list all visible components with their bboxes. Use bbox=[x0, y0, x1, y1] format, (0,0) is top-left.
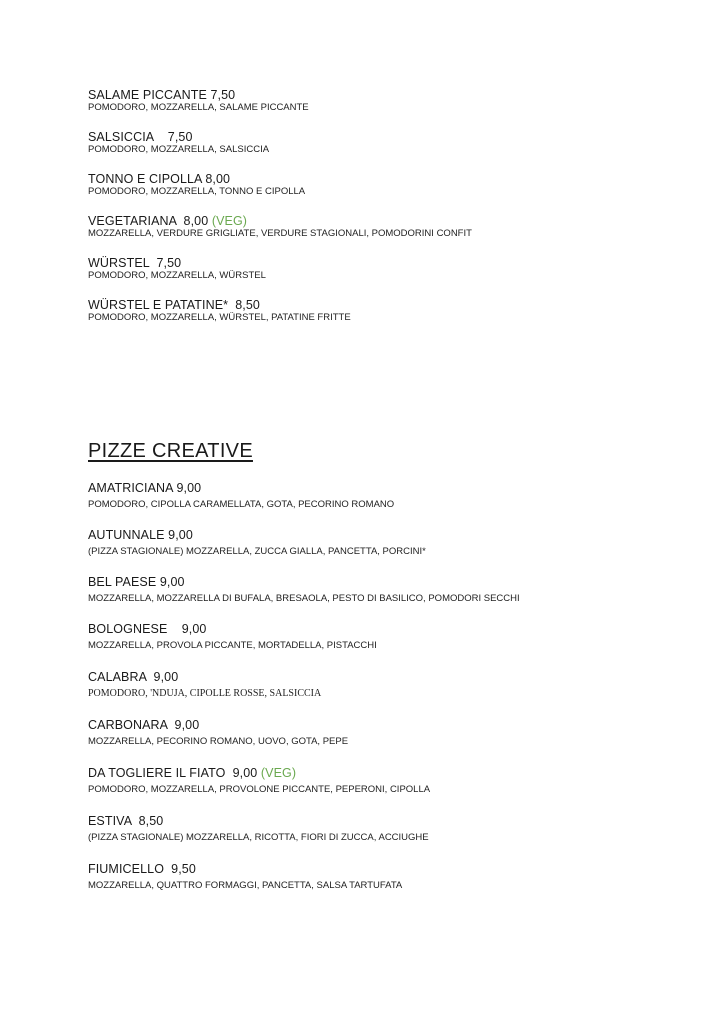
veg-badge: (VEG) bbox=[211, 214, 248, 228]
menu-item bbox=[88, 130, 269, 156]
menu-item bbox=[88, 814, 429, 844]
item-desc: POMODORO, 'NDUJA, CIPOLLE ROSSE, SALSICCIA bbox=[88, 688, 322, 699]
veg-badge: (VEG) bbox=[260, 766, 297, 780]
item-name: TONNO E CIPOLLA 8,00 bbox=[88, 172, 231, 186]
item-desc: MOZZARELLA, PROVOLA PICCANTE, MORTADELLA, PISTACCHI bbox=[88, 640, 377, 651]
menu-item bbox=[88, 528, 426, 558]
item-name: BEL PAESE 9,00 bbox=[88, 575, 185, 589]
menu-item bbox=[88, 481, 394, 511]
item-name: AUTUNNALE 9,00 bbox=[88, 528, 193, 542]
item-name: ESTIVA 8,50 bbox=[88, 814, 164, 828]
item-name: SALSICCIA 7,50 bbox=[88, 130, 193, 144]
menu-item bbox=[88, 862, 402, 892]
item-desc: MOZZARELLA, VERDURE GRIGLIATE, VERDURE STAGIONALI, POMODORINI CONFIT bbox=[88, 228, 472, 239]
menu-item bbox=[88, 766, 430, 796]
menu-item bbox=[88, 88, 309, 114]
item-desc: MOZZARELLA, QUATTRO FORMAGGI, PANCETTA, SALSA TARTUFATA bbox=[88, 880, 403, 891]
item-desc: MOZZARELLA, PECORINO ROMANO, UOVO, GOTA, PEPE bbox=[88, 736, 349, 747]
item-name: CARBONARA 9,00 bbox=[88, 718, 200, 732]
item-name: WÜRSTEL 7,50 bbox=[88, 256, 182, 270]
section-title: PIZZE CREATIVE bbox=[88, 440, 253, 462]
item-name: BOLOGNESE 9,00 bbox=[88, 622, 207, 636]
item-name: WÜRSTEL E PATATINE* 8,50 bbox=[88, 298, 260, 312]
item-name: VEGETARIANA 8,00 bbox=[88, 214, 212, 228]
item-desc: POMODORO, MOZZARELLA, SALSICCIA bbox=[88, 144, 270, 155]
item-name: FIUMICELLO 9,50 bbox=[88, 862, 196, 876]
item-desc: POMODORO, MOZZARELLA, WÜRSTEL, PATATINE FRITTE bbox=[88, 312, 351, 323]
item-name: CALABRA 9,00 bbox=[88, 670, 179, 684]
item-desc: (PIZZA STAGIONALE) MOZZARELLA, RICOTTA, FIORI DI ZUCCA, ACCIUGHE bbox=[88, 832, 429, 843]
item-desc: (PIZZA STAGIONALE) MOZZARELLA, ZUCCA GIALLA, PANCETTA, PORCINI* bbox=[88, 546, 426, 557]
item-desc: MOZZARELLA, MOZZARELLA DI BUFALA, BRESAOLA, PESTO DI BASILICO, POMODORI SECCHI bbox=[88, 593, 520, 604]
menu-item bbox=[88, 172, 305, 198]
item-name: DA TOGLIERE IL FIATO 9,00 bbox=[88, 766, 261, 780]
item-desc: POMODORO, MOZZARELLA, WÜRSTEL bbox=[88, 270, 266, 281]
menu-item bbox=[88, 298, 351, 324]
menu-item bbox=[88, 575, 520, 605]
menu-item bbox=[88, 622, 377, 652]
item-name: SALAME PICCANTE 7,50 bbox=[88, 88, 236, 102]
menu-item bbox=[88, 256, 266, 282]
item-desc: POMODORO, CIPOLLA CARAMELLATA, GOTA, PECORINO ROMANO bbox=[88, 499, 395, 510]
menu-item bbox=[88, 718, 348, 748]
item-desc: POMODORO, MOZZARELLA, PROVOLONE PICCANTE, PEPERONI, CIPOLLA bbox=[88, 784, 431, 795]
item-name: AMATRICIANA 9,00 bbox=[88, 481, 202, 495]
menu-item bbox=[88, 670, 321, 700]
item-desc: POMODORO, MOZZARELLA, SALAME PICCANTE bbox=[88, 102, 309, 113]
item-desc: POMODORO, MOZZARELLA, TONNO E CIPOLLA bbox=[88, 186, 306, 197]
menu-item bbox=[88, 214, 472, 240]
